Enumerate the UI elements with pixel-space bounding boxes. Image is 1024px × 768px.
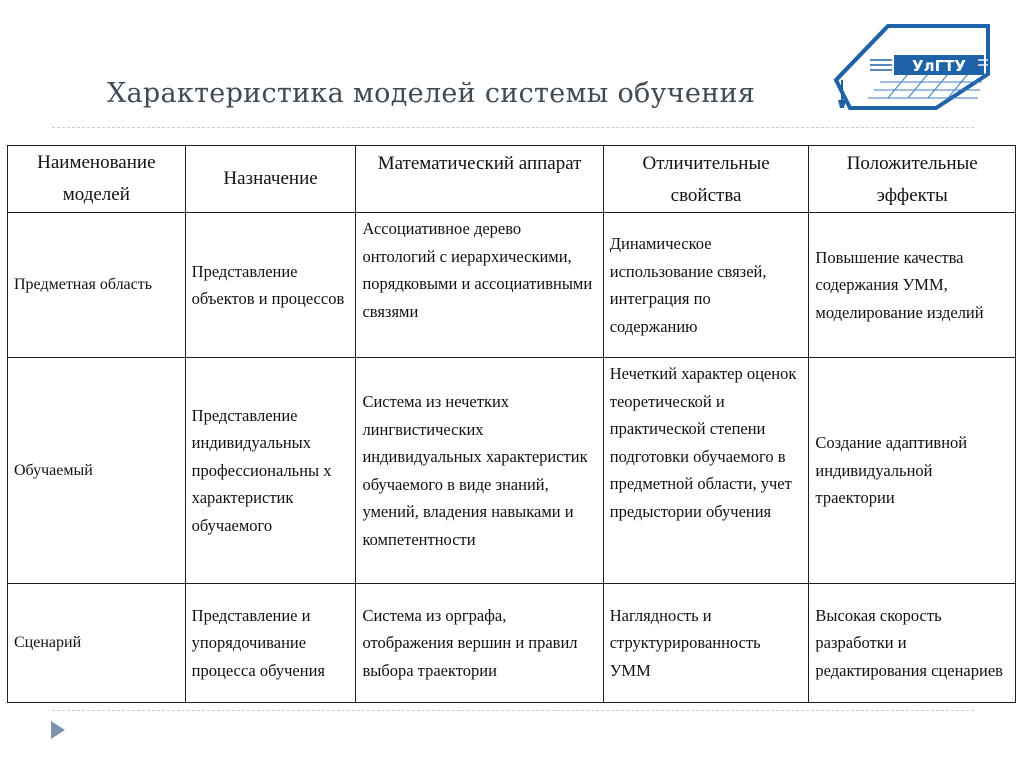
- next-arrow-icon[interactable]: [50, 720, 66, 740]
- header-divider: [52, 127, 974, 128]
- cell-model-name: Сценарий: [8, 584, 186, 703]
- page-title: Характеристика моделей системы обучения: [107, 78, 756, 109]
- cell-effects: Высокая скорость разработки и редактирования сценариев: [809, 584, 1016, 703]
- cell-effects: Повышение качества содержания УММ, моделирование изделий: [809, 213, 1016, 358]
- table-row: [8, 584, 1016, 703]
- cell-properties: Динамическое использование связей, интеграция по содержанию: [603, 213, 809, 358]
- logo-text: УлГТУ: [912, 57, 966, 75]
- cell-properties: Нечеткий характер оценок теоретической и практической степени подготовки обучаемого в предметной области, учет предыстории обучения: [603, 358, 809, 584]
- header-cell-purpose: Назначение: [185, 146, 356, 213]
- university-logo: [828, 22, 992, 112]
- footer-divider: [52, 710, 974, 711]
- cell-model-name: Предметная область: [8, 213, 186, 358]
- header-cell-math: Математический аппарат: [356, 146, 603, 213]
- cell-math: Система из орграфа, отображения вершин и правил выбора траектории: [356, 584, 603, 703]
- cell-math: Система из нечетких лингвистических индивидуальных характеристик обучаемого в виде знаний, умений, владения навыками и компетентности: [356, 358, 603, 584]
- cell-effects: Создание адаптивной индивидуальной траектории: [809, 358, 1016, 584]
- cell-purpose: Представление и упорядочивание процесса обучения: [185, 584, 356, 703]
- cell-purpose: Представление объектов и процессов: [185, 213, 356, 358]
- table-header-row: [8, 146, 1016, 213]
- cell-math: Ассоциативное дерево онтологий с иерархическими, порядковыми и ассоциативными связями: [356, 213, 603, 358]
- cell-purpose: Представление индивидуальных профессиональны х характеристик обучаемого: [185, 358, 356, 584]
- header-cell-name: Наименование моделей: [8, 146, 186, 213]
- header-cell-effects: Положительные эффекты: [809, 146, 1016, 213]
- table-row: [8, 213, 1016, 358]
- logo-graphic: [828, 22, 992, 112]
- table-row: [8, 358, 1016, 584]
- cell-properties: Наглядность и структурированность УММ: [603, 584, 809, 703]
- header-cell-properties: Отличительные свойства: [603, 146, 809, 213]
- models-table: [7, 145, 1016, 703]
- cell-model-name: Обучаемый: [8, 358, 186, 584]
